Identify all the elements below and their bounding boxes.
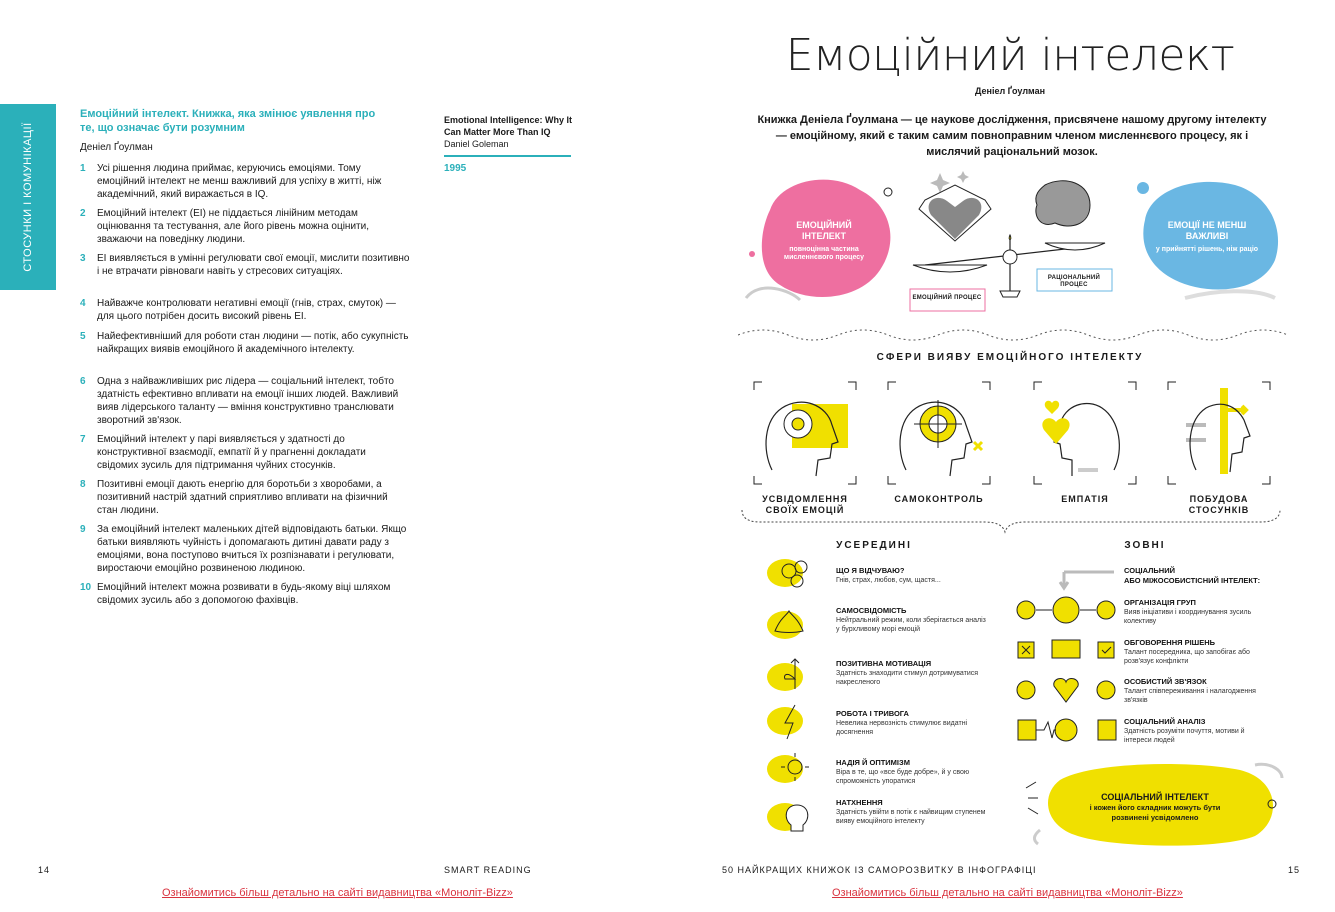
list-item: 2 Емоційний інтелект (EI) не піддається лінійним методам оцінювання та тестування, але його рівень можна оцінити, зважаючи на поведінку людини.	[80, 208, 369, 245]
sphere-label-self-control: САМОКОНТРОЛЬ	[894, 494, 984, 504]
outer-item-social-head: СОЦІАЛЬНИЙ АБО МІЖОСОБИСТІСНИЙ ІНТЕЛЕКТ:	[1124, 566, 1261, 585]
side-tab-label: СТОСУНКИ І КОМУНІКАЦІЇ	[22, 122, 34, 272]
brace-divider	[740, 508, 1285, 534]
list-item: 5 Найефективніший для роботи стан людини — потік, або сукупність найкращих виявів емоційного й академічного інтелекту.	[80, 331, 409, 355]
scale-label-emotional: ЕМОЦІЙНИЙ ПРОЦЕС	[912, 295, 982, 301]
publisher-link-left[interactable]: Ознайомитись більш детально на сайті видавництва «Моноліт-Bizz»	[162, 887, 513, 899]
sphere-label-empathy: ЕМПАТІЯ	[1061, 494, 1109, 504]
publisher-link-right[interactable]: Ознайомитись більш детально на сайті видавництва «Моноліт-Bizz»	[832, 887, 1183, 899]
social-analysis-icon	[1018, 719, 1116, 741]
blue-blob-sub: у прийнятті рішень, ніж раціо	[1155, 245, 1259, 253]
scales-illustration	[905, 165, 1120, 315]
discussion-icon	[1018, 640, 1114, 658]
inner-item-inspiration: НАТХНЕННЯ Здатність увійти в потік є найвищим ступенем вияву емоційного інтелекту	[836, 798, 986, 825]
list-item: 8 Позитивні емоції дають енергію для боротьби з хворобами, а позитивний настрій здатний сприятливо впливати на фізичний стан людини.	[80, 479, 388, 516]
outer-item-personal: ОСОБИСТИЙ ЗВ'ЯЗОК Талант співпереживання і налагодження зв'язків	[1124, 677, 1256, 704]
wavy-divider	[738, 325, 1288, 345]
inner-icons-column	[765, 555, 825, 845]
inner-item-hope: НАДІЯ Й ОПТИМІЗМ Віра в те, що «все буде добре», й у свою спроможність упоратися	[836, 758, 970, 785]
list-item: 9 За емоційний інтелект маленьких дітей відповідають батьки. Якщо батьки виявляють чуйність і допомагають дитині давати раду з емоціями, вона поступово вчиться їх розпізнавати і регулювати, виростаючи емоційно розвиненою людиною.	[80, 524, 407, 574]
intro-text: Книжка Деніела Ґоулмана — це наукове дослідження, присвячене нашому другому інтелекту — емоційному, який є таким самим повноправним членом мисленнєвого процесу, як і мислячий раціональний мозок.	[757, 114, 1267, 158]
sphere-label-relationships: ПОБУДОВА СТОСУНКІВ	[1188, 494, 1250, 515]
divider	[444, 155, 571, 157]
page-author: Деніел Ґоулман	[974, 86, 1046, 96]
inner-item-self-awareness: САМОСВІДОМІСТЬ Нейтральний режим, коли зберігається аналіз у бурхливому морі емоцій	[836, 606, 986, 633]
list-item: 1 Усі рішення людина приймає, керуючись емоціями. Тому емоційний інтелект не менш важливий для успіху в житті, ніж академічний, який виражається в IQ.	[80, 163, 382, 200]
lightbulb-icon	[767, 803, 808, 831]
outer-item-analysis: СОЦІАЛЬНИЙ АНАЛІЗ Здатність розуміти почуття, мотиви й інтереси людей	[1124, 717, 1245, 744]
spheres-title: СФЕРИ ВИЯВУ ЕМОЦІЙНОГО ІНТЕЛЕКТУ	[876, 352, 1144, 363]
original-author: Daniel Goleman	[444, 139, 509, 149]
pink-blob-title: ЕМОЦІЙНИЙ ІНТЕЛЕКТ	[796, 220, 852, 241]
group-people-icon	[1017, 597, 1115, 623]
social-blob-sub: і кожен його складник можуть бути розвинені усвідомлено	[1089, 803, 1221, 822]
relationships-illustration	[1166, 380, 1272, 486]
outer-title: ЗОВНІ	[1124, 540, 1166, 551]
page-title: Емоційний інтелект	[785, 30, 1235, 81]
publication-year: 1995	[444, 163, 467, 174]
sphere-label-awareness: УСВІДОМЛЕННЯ СВОЇХ ЕМОЦІЙ	[762, 494, 848, 515]
inner-item-motivation: ПОЗИТИВНА МОТИВАЦІЯ Здатність знаходити стимул дотримуватися накресленого	[836, 659, 979, 686]
footer-book-series: 50 НАЙКРАЩИХ КНИЖОК ІЗ САМОРОЗВИТКУ В ІНФОГРАФІЦІ	[722, 865, 1037, 875]
emotions-faces-icon	[767, 559, 807, 587]
section-side-tab	[0, 104, 56, 290]
pink-blob-sub: повноцінна частина мисленнєвого процесу	[783, 245, 865, 261]
inner-title: УСЕРЕДИНІ	[836, 540, 912, 551]
empathy-illustration	[1032, 380, 1138, 486]
outer-item-groups: ОРГАНІЗАЦІЯ ГРУП Вияв ініціативи і координування зусиль колективу	[1124, 598, 1252, 625]
inner-item-feelings: ЩО Я ВІДЧУВАЮ? Гнів, страх, любов, сум, щастя...	[836, 566, 941, 584]
blue-blob-title: ЕМОЦІЇ НЕ МЕНШ ВАЖЛИВІ	[1167, 220, 1247, 241]
self-control-illustration	[886, 380, 992, 486]
lightning-icon	[767, 705, 803, 739]
lotus-icon	[767, 611, 803, 639]
sprout-arrow-icon	[767, 659, 803, 691]
list-item: 7 Емоційний інтелект у парі виявляється у здатності до конструктивної взаємодії, емпатії й у прагненні докладати свідомих зусиль для підтримання чуйних стосунків.	[80, 434, 366, 471]
page-number-right: 15	[1288, 865, 1301, 875]
self-awareness-illustration	[752, 380, 858, 486]
inner-item-work-anxiety: РОБОТА І ТРИВОГА Невелика нервозність стимулює видатні досягнення	[836, 709, 968, 736]
personal-connection-icon	[1017, 679, 1115, 702]
original-title: Emotional Intelligence: Why It Can Matter More Than IQ	[444, 115, 573, 138]
list-item: 6 Одна з найважливіших рис лідера — соціальний інтелект, тобто здатність ефективно впливати на емоції інших людей. Важливий вияв лідерського таланту — вміння конструктивно транслювати зворотний зв'язок.	[80, 376, 399, 426]
outer-icons-column	[1014, 570, 1120, 750]
page-number-left: 14	[38, 865, 51, 875]
book-author-ua: Деніел Ґоулман	[80, 142, 153, 153]
outer-item-decisions: ОБГОВОРЕННЯ РІШЕНЬ Талант посередника, що запобігає або розв'язує конфлікти	[1124, 638, 1250, 665]
list-item: 10 Емоційний інтелект можна розвивати в будь-якому віці шляхом свідомих зусиль або з допомогою фахівців.	[80, 582, 391, 606]
list-item: 3 EI виявляється в умінні регулювати свої емоції, мислити позитивно і не втрачати рівноваги навіть у стресових ситуаціях.	[80, 253, 410, 277]
social-blob-title: СОЦІАЛЬНИЙ ІНТЕЛЕКТ	[1101, 792, 1209, 802]
book-title-ua: Емоційний інтелект. Книжка, яка змінює уявлення про те, що означає бути розумним	[80, 108, 376, 134]
sun-icon	[767, 753, 809, 783]
footer-series-name: SMART READING	[444, 865, 532, 875]
list-item: 4 Найважче контролювати негативні емоції (гнів, страх, смуток) — для цього потрібен досить високий рівень EI.	[80, 298, 396, 322]
scale-label-rational: РАЦІОНАЛЬНИЙ ПРОЦЕС	[1047, 275, 1101, 289]
